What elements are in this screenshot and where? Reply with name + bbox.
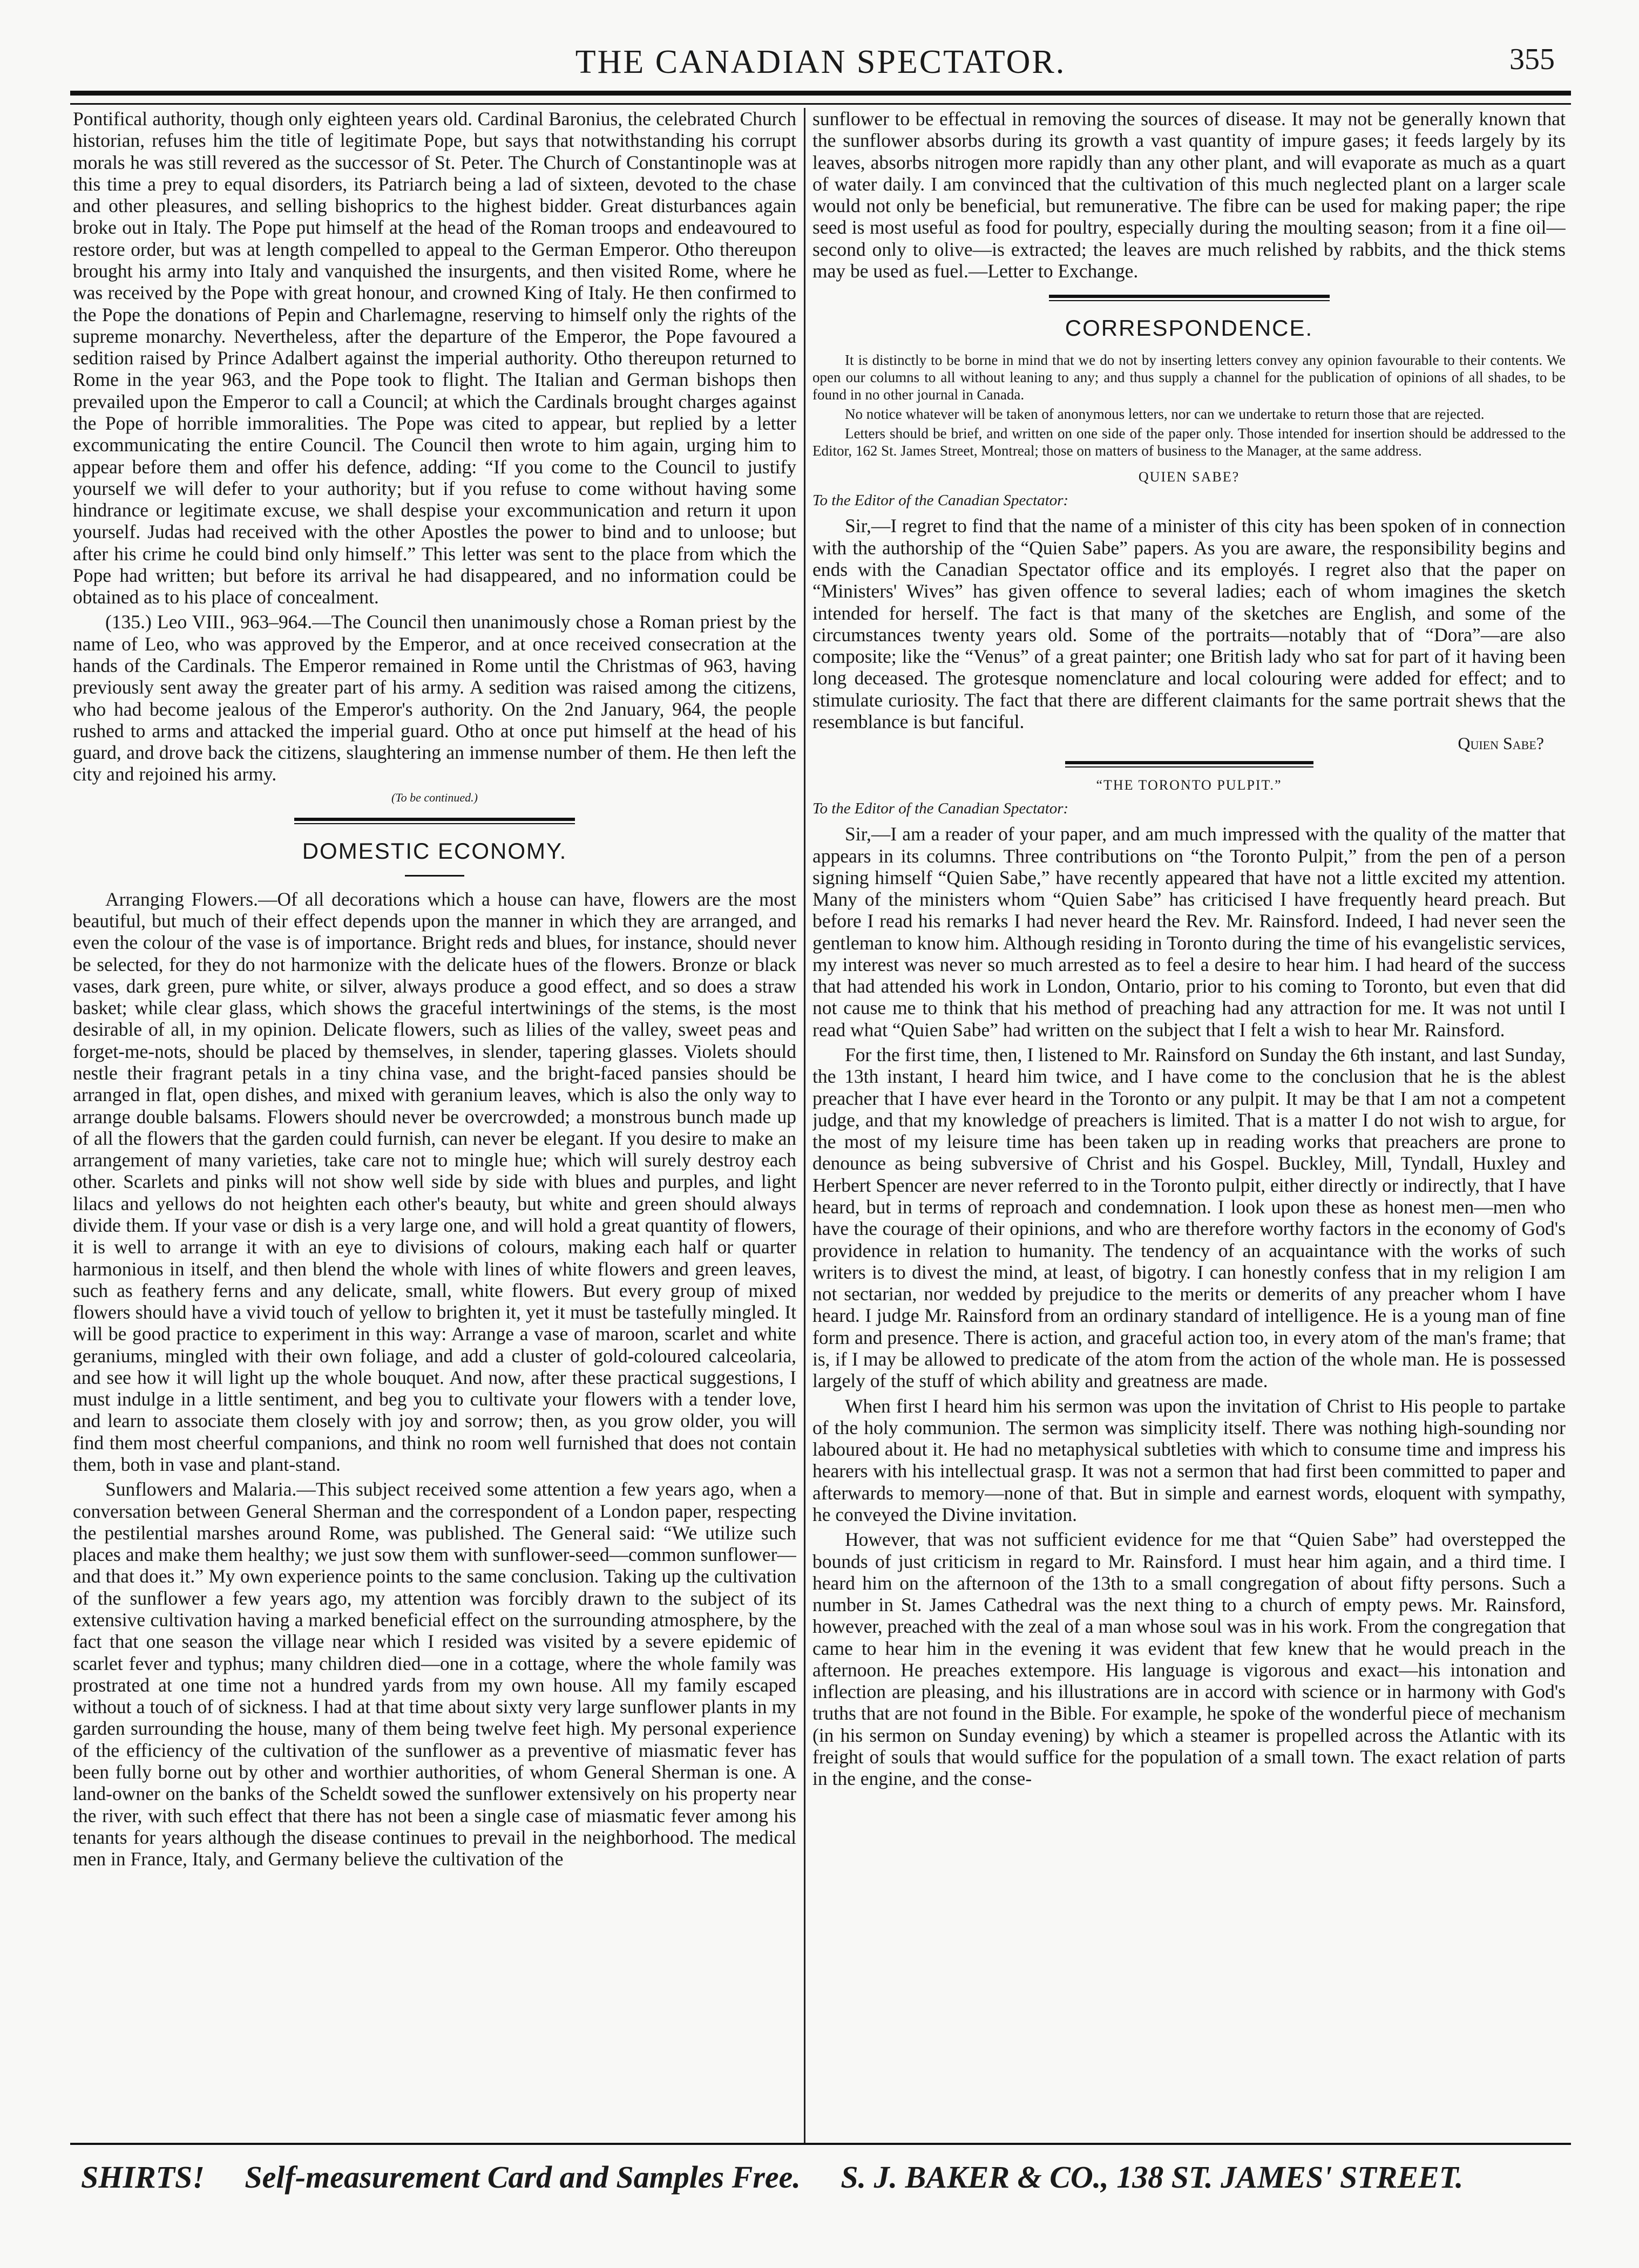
footer-rule — [70, 2143, 1571, 2148]
history-paragraph: (135.) Leo VIII., 963–964.—The Council then unanimously chose a Roman priest by the name of Leo, who was approved by the Emperor, and at once received consecration at the hands of the Cardinals. The Emperor remained in Rome until the Christmas of 963, having previously sent away the greater part of his army. A sedition was raised among the citizens, who had become jealous of the Emperor's authority. On the 2nd January, 964, the people rushed to arms and attacked the imperial guard. Otho at once put himself at the head of his guard, and drove back the citizens, slaughtering an immense number of them. He then left the city and rejoined his army. — [73, 611, 796, 785]
notice-paragraph: Letters should be brief, and written on one side of the paper only. Those intended for insertion should be addressed to the Editor, 162 St. James Street, Montreal; those on matters of business to the Manager, at the same address. — [812, 425, 1566, 459]
notice-paragraph: It is distinctly to be borne in mind that we do not by inserting letters convey any opinion favourable to their contents. We open our columns to all without leaning to any; and thus supply a channel for the publication of opinions of all shades, to be found in no other journal in Canada. — [812, 352, 1566, 403]
domestic-paragraph: Sunflowers and Malaria.—This subject received some attention a few years ago, when a conversation between General Sherman and the correspondent of a London paper, respecting the pestilential marshes around Rome, was published. The General said: “We utilize such places and make them healthy; we just sow them with sunflower-seed—common sunflower—and that does it.” My own experience points to the same conclusion. Taking up the cultivation of the sunflower a few years ago, my attention was forcibly drawn to the subject of its extensive cultivation having a marked beneficial effect on the surrounding atmosphere, by the fact that one season the village near which I resided was visited by a severe epidemic of scarlet fever and typhus; many children died—one in a cottage, where the whole family was prostrated at one time not a hundred yards from my own house. All my family escaped without a touch of of sickness. I had at that time about sixty very large sunflower plants in my garden surrounding the house, many of them being twelve feet high. My personal experience of the efficiency of the cultivation of the sunflower as a preventive of miasmatic fever has been fully borne out by other and worthier authorities, of whom General Sherman is one. A land-owner on the banks of the Scheldt sowed the sunflower extensively on his property near the river, with such effect that there has not been a single case of miasmatic fever among his tenants for years although the disease continues to prevail in the neighborhood. The medical men in France, Italy, and Germany believe the cultivation of the — [73, 1478, 796, 1870]
masthead — [70, 39, 1571, 82]
advertisement-banner — [81, 2159, 1560, 2208]
section-separator — [1049, 295, 1330, 301]
section-separator — [294, 818, 575, 824]
notice-paragraph: No notice whatever will be taken of anonymous letters, nor can we undertake to return those that are rejected. — [845, 405, 1485, 422]
ad-shirts: SHIRTS! — [81, 2160, 205, 2195]
sunflower-continuation: sunflower to be effectual in removing the sources of disease. It may not be generally known that the sunflower absorbs during its growth a vast quantity of impure gases; it feeds largely by its leaves, absorbs nitrogen more rapidly than any other plant, and will evaporate as much as a quart of water daily. I am convinced that the cultivation of this much neglected plant on a larger scale would not only be beneficial, but remunerative. The fibre can be used for making paper; the ripe seed is most useful as food for poultry, especially during the moulting season; from it a fine oil—second only to olive—is extracted; the leaves are much relished by rabbits, and the thick stems may be used as fuel.—Letter to Exchange. — [812, 108, 1566, 282]
letter-body: Sir,—I regret to find that the name of a minister of this city has been spoken of in connection with the authorship of the “Quien Sabe” papers. As you are aware, the responsibility begins and ends with the Canadian Spectator office and its employés. I regret also that the paper on “Ministers' Wives” has given offence to several ladies; each of whom imagines the sketch intended for herself. The fact is that many of the sketches are English, and some of the circumstances twenty years old. Some of the portraits—notably that of “Dora”—are also composite; like the “Venus” of a great painter; one British lady who sat for part of it having been long deceased. The grotesque nomenclature and local colouring were added for effect; and to stimulate curiosity. The fact that there are different claimants for the same portrait shews that the resemblance is but fanciful. — [812, 515, 1566, 732]
letter-heading: QUIEN SABE? — [1138, 469, 1240, 485]
letter-body: Sir,—I am a reader of your paper, and am much impressed with the quality of the matter that appears in its columns. Three contributions on “the Toronto Pulpit,” from the pen of a person signing himself “Quien Sabe,” have recently appeared that have not a little excited my attention. Many of the ministers whom “Quien Sabe” has criticised I have frequently heard preach. But before I read his remarks I had never heard the Rev. Mr. Rainsford. Indeed, I had never seen the gentleman to know him. Although residing in Toronto during the time of his evangelistic services, my interest was never so much arrested as to feel a desire to hear him. I had heard of the success that had attended his work in London, Ontario, prior to his coming to Toronto, but even that did not cause me to think that his method of preaching had any attraction for me. It was not until I read what “Quien Sabe” had written on the subject that I felt a wish to hear Mr. Rainsford. — [812, 823, 1566, 1041]
ad-merchant: S. J. BAKER & CO., 138 ST. JAMES' STREET. — [841, 2160, 1464, 2195]
letter-body: For the first time, then, I listened to Mr. Rainsford on Sunday the 6th instant, and last Sunday, the 13th instant, I heard him twice, and I have come to the conclusion that he is the ablest preacher that I have ever heard in the Toronto or any pulpit. It may be that I am not a competent judge, and that my knowledge of preachers is limited. That is a matter I do not wish to argue, for the most of my leisure time has been taken up in reading works that preachers are prone to denounce as being subversive of Christ and his Gospel. Buckley, Mill, Tyndall, Huxley and Herbert Spencer are never referred to in the Toronto pulpit, either directly or indirectly, that I have heard, but in terms of reproach and condemnation. I look upon these as honest men—men who have the courage of their opinions, and who are therefore worthy factors in the economy of God's providence in relation to humanity. The tendency of an acquaintance with the works of such writers is to divest the mind, at least, of bigotry. I can honestly confess that in my religion I am not sectarian, nor wedded by prejudice to the merits or demerits of any preacher whom I have heard. I judge Mr. Rainsford from an ordinary standard of intelligence. He is a young man of fine form and presence. There is action, and graceful action too, in every atom of the man's frame; that is, if I may be allowed to predicate of the atom from the action of the whole man. He is possessed largely of the stuff of which ability and greatness are made. — [812, 1044, 1566, 1392]
domestic-paragraph: Arranging Flowers.—Of all decorations which a house can have, flowers are the most beautiful, but much of their effect depends upon the manner in which they are arranged, and even the colour of the vase is of importance. Bright reds and blues, for instance, should never be selected, for they do not harmonize with the delicate hues of the flowers. Bronze or black vases, dark green, pure white, or silver, always produce a good effect, and so does a straw basket; while clear glass, which shows the graceful intertwinings of the stems, is the most desirable of all, in my opinion. Delicate flowers, such as lilies of the valley, sweet peas and forget-me-nots, should be placed by themselves, in slender, tapering glasses. Violets should nestle their fragrant petals in a tiny china vase, and the bright-faced pansies should be arranged in flat, open dishes, and mixed with geranium leaves, which is also the only way to arrange double balsams. Flowers should never be overcrowded; a monstrous bunch made up of all the flowers that the garden could furnish, can never be elegant. If you desire to make an arrangement of many varieties, take care not to mingle hue; which will surely destroy each other. Scarlets and pinks will not show well side by side with blues and purples, and light lilacs and yellows do not heighten each other's beauty, but white and green should always divide them. If your vase or dish is a very large one, and will hold a great quantity of flowers, it is well to arrange it with an eye to divisions of colours, making each half or quarter harmonious in itself, and then blend the whole with lines of white flowers and green leaves, such as feathery ferns and any delicate, small, white flowers. But every group of mixed flowers should have a vivid touch of yellow to brighten it, yet it must be tastefully mingled. It will be good practice to experiment in this way: Arrange a vase of maroon, scarlet and white geraniums, mingled with their own foliage, and add a cluster of gold-coloured calceolaria, and see how it will light up the whole bouquet. And now, after these practical suggestions, I must indulge in a little sentiment, and beg you to cultivate your flowers with a tender love, and learn to associate them closely with joy and sorrow; then, as you grow older, you will find them most cheerful companions, and think no room well furnished that does not contain them, both in vase and plant-stand. — [73, 888, 796, 1476]
right-column — [812, 108, 1566, 2143]
letter-heading: “THE TORONTO PULPIT.” — [1096, 777, 1282, 793]
letter-separator — [1065, 761, 1313, 768]
column-divider — [804, 108, 805, 2143]
history-paragraph: Pontifical authority, though only eighteen years old. Cardinal Baronius, the celebrated Church historian, refuses him the title of legitimate Pope, but says that notwithstanding his corrupt morals he was still revered as the successor of St. Peter. The Church of Constantinople was at this time a prey to equal disorders, its Patriarch being a lad of sixteen, devoted to the chase and other pleasures, and selling bishoprics to the highest bidder. Great disturbances again broke out in Italy. The Pope put himself at the head of the Roman troops and endeavoured to restore order, but was at length compelled to appeal to the German Emperor. Otho thereupon brought his army into Italy and vanquished the insurgents, and then visited Rome, where he was received by the Pope with great honour, and crowned King of Italy. He then confirmed to the Pope the donations of Pepin and Charlemagne, reserving to himself only the rights of the supreme monarchy. Nevertheless, after the departure of the Emperor, the Pope favoured a sedition raised by Prince Adalbert against the imperial authority. Otho thereupon returned to Rome in the year 963, and the Pope took to flight. The Italian and German bishops then prevailed upon the Emperor to call a Council; at which the Cardinals brought charges against the Pope of horrible immoralities. The Pope was cited to appear, but replied by a letter excommunicating the entire Council. The Council then wrote to him again, urging him to appear before them and offer his defence, adding: “If you come to the Council to justify yourself we will defer to your authority; but if you refuse to come without having some hindrance or legitimate excuse, we shall despise your excommunication and return it upon yourself. Judas had received with the other Apostles the power to bind and to unloose; but after his crime he could bind only himself.” This letter was sent to the place from which the Pope had written; but before its arrival he had disappeared, and no information could be obtained as to his place of concealment. — [73, 108, 796, 608]
ad-offer: Self-measurement Card and Samples Free. — [245, 2160, 801, 2195]
letter-body: However, that was not sufficient evidence for me that “Quien Sabe” had overstepped the bounds of just criticism in regard to Mr. Rainsford. I must hear him again, and a third time. I heard him on the afternoon of the 13th to a small congregation of about fifty persons. Such a number in St. James Cathedral was the next thing to a church of empty pews. Mr. Rainsford, however, preached with the zeal of a man whose soul was in his work. From the congregation that came to hear him in the evening it was evident that few knew that he would preach in the afternoon. He preaches extempore. His language is vigorous and exact—his intonation and inflection are pleasing, and his illustrations are in accord with science or in harmony with God's truths that are not found in the Bible. For example, he spoke of the wonderful piece of mechanism (in his sermon on Sunday evening) by which a steamer is propelled across the Atlantic with its freight of souls that would suffice for the population of a small town. The exact relation of parts in the engine, and the conse- — [812, 1529, 1566, 1790]
letter-salutation: To the Editor of the Canadian Spectator: — [812, 800, 1069, 818]
page-number: 355 — [1509, 43, 1555, 76]
letter-salutation: To the Editor of the Canadian Spectator: — [812, 492, 1069, 510]
page-title: THE CANADIAN SPECTATOR. — [575, 44, 1066, 80]
letter-signature: Quien Sabe? — [1458, 734, 1544, 753]
heading-rule — [405, 875, 464, 877]
continued-note: (To be continued.) — [391, 790, 478, 804]
left-column — [73, 108, 796, 2143]
masthead-rule — [70, 91, 1571, 105]
correspondence-heading: CORRESPONDENCE. — [1065, 315, 1313, 341]
domestic-economy-heading: DOMESTIC ECONOMY. — [302, 838, 567, 864]
letter-body: When first I heard him his sermon was upon the invitation of Christ to His people to partake of the holy communion. The sermon was simplicity itself. There was nothing high-sounding nor laboured about it. He had no metaphysical subtleties with which to consume time and impress his hearers with his intellectual grasp. It was not a sermon that had first been committed to paper and afterwards to memory—none of that. But in simple and earnest words, eloquent with sympathy, he conveyed the Divine invitation. — [812, 1395, 1566, 1525]
